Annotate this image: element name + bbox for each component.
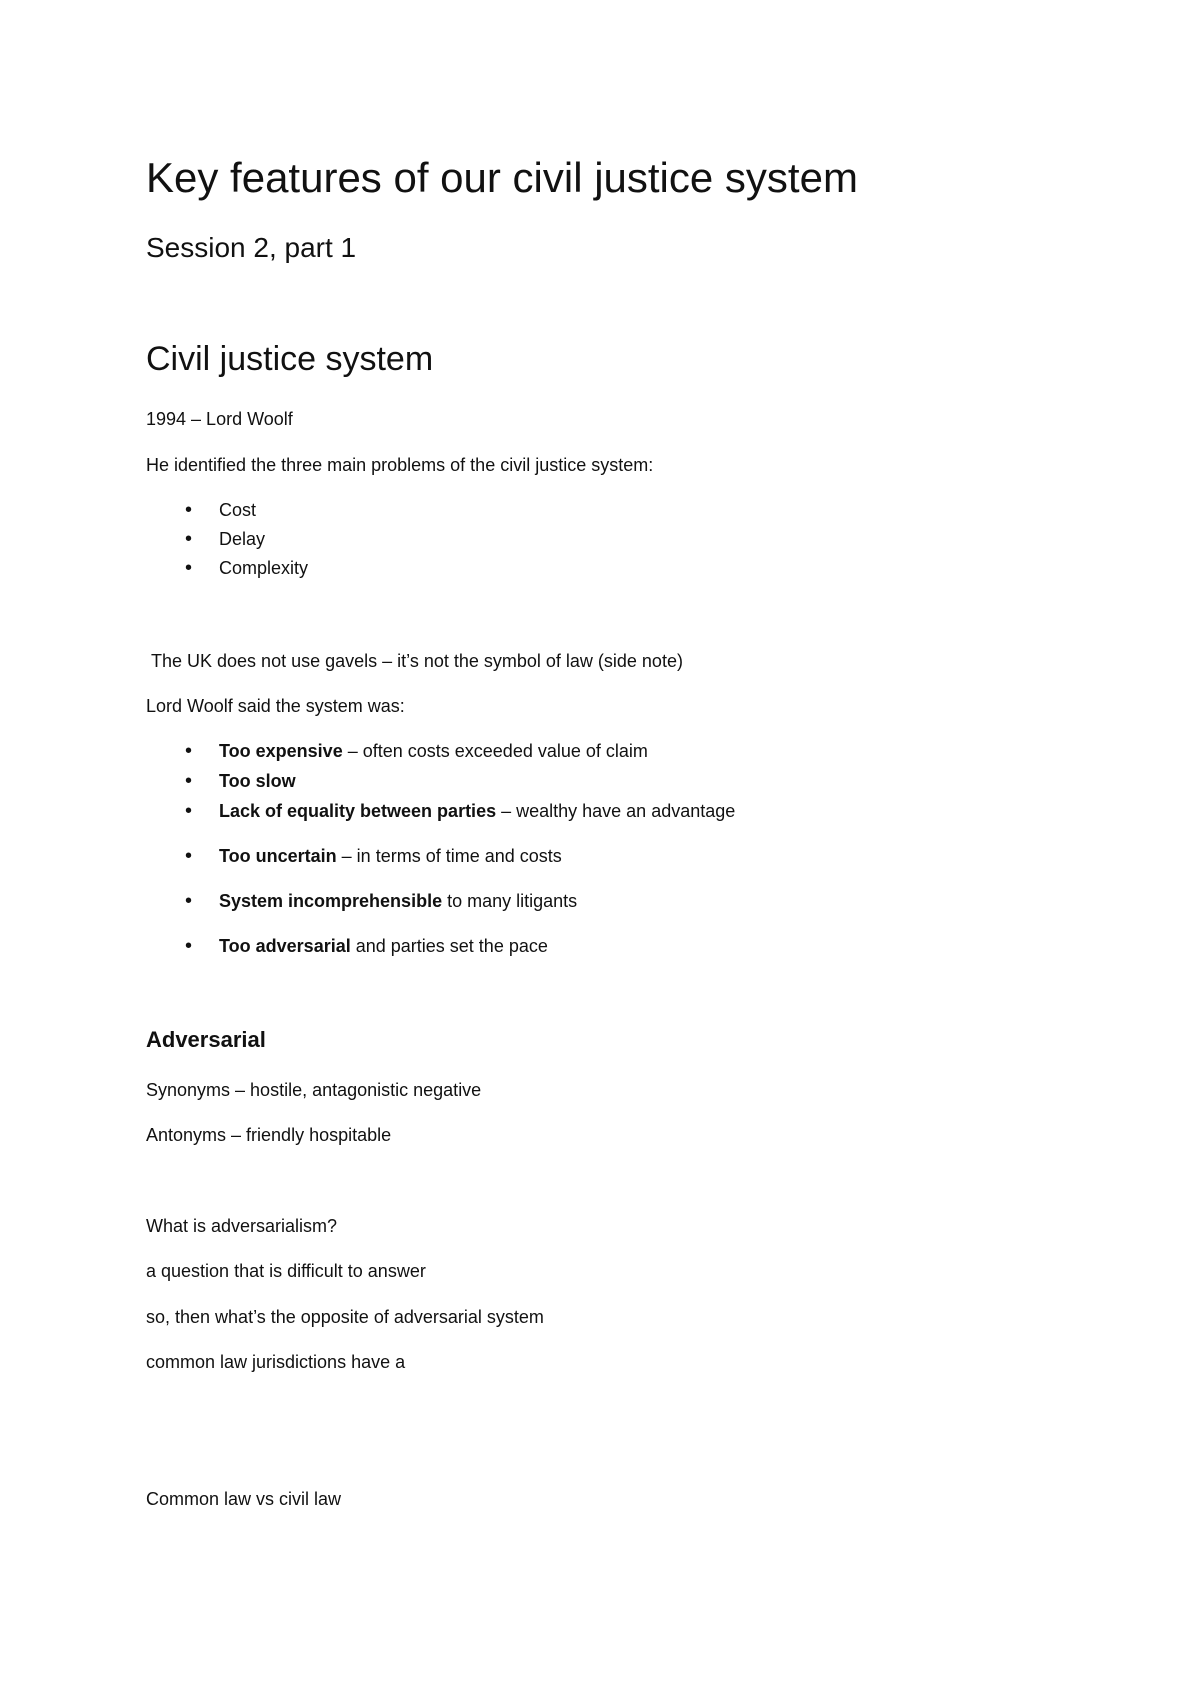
- criticism-bold-text: Too expensive: [219, 741, 343, 761]
- list-item-problem: • Complexity: [219, 555, 308, 581]
- section-heading-adversarial: Adversarial: [146, 1027, 266, 1052]
- document-subtitle: Session 2, part 1: [146, 232, 357, 263]
- section-heading-civil-justice: Civil justice system: [146, 340, 434, 378]
- list-item-criticism: [219, 768, 296, 794]
- paragraph-woolf-said: Lord Woolf said the system was:: [146, 696, 405, 716]
- paragraph-problems-intro: He identified the three main problems of the civil justice system:: [146, 455, 654, 475]
- list-item-criticism: [219, 888, 577, 914]
- list-item-problem: • Cost: [219, 497, 256, 523]
- paragraph-followup: so, then what’s the opposite of adversarial system: [146, 1307, 544, 1327]
- list-item-criticism: [219, 933, 548, 959]
- paragraph-synonyms: Synonyms – hostile, antagonistic negative: [146, 1080, 482, 1100]
- list-item-problem: • Delay: [219, 526, 265, 552]
- criticism-bold-text: System incomprehensible: [219, 891, 443, 911]
- list-item-criticism: [219, 843, 562, 869]
- paragraph-lord-woolf-date: 1994 – Lord Woolf: [146, 409, 293, 429]
- criticism-detail-text: to many litigants: [442, 891, 578, 911]
- criticism-bold-text: Too adversarial: [219, 936, 351, 956]
- paragraph-answer: a question that is difficult to answer: [146, 1261, 426, 1281]
- list-item-criticism: [219, 798, 735, 824]
- criticism-detail-text: – wealthy have an advantage: [496, 801, 736, 821]
- criticism-bold-text: Too slow: [219, 771, 296, 791]
- paragraph-side-note: The UK does not use gavels – it’s not the symbol of law (side note): [151, 651, 683, 671]
- criticism-bold-text: Lack of equality between parties: [219, 801, 497, 821]
- criticism-detail-text: – in terms of time and costs: [336, 846, 562, 866]
- criticism-detail-text: and parties set the pace: [350, 936, 548, 956]
- paragraph-question: What is adversarialism?: [146, 1216, 338, 1236]
- list-item-criticism: [219, 738, 648, 764]
- criticism-bold-text: Too uncertain: [219, 846, 337, 866]
- paragraph-comparison: Common law vs civil law: [146, 1489, 342, 1509]
- paragraph-common-law: common law jurisdictions have a: [146, 1352, 406, 1372]
- criticism-detail-text: – often costs exceeded value of claim: [342, 741, 648, 761]
- paragraph-antonyms: Antonyms – friendly hospitable: [146, 1125, 392, 1145]
- document-title: Key features of our civil justice system: [146, 154, 858, 201]
